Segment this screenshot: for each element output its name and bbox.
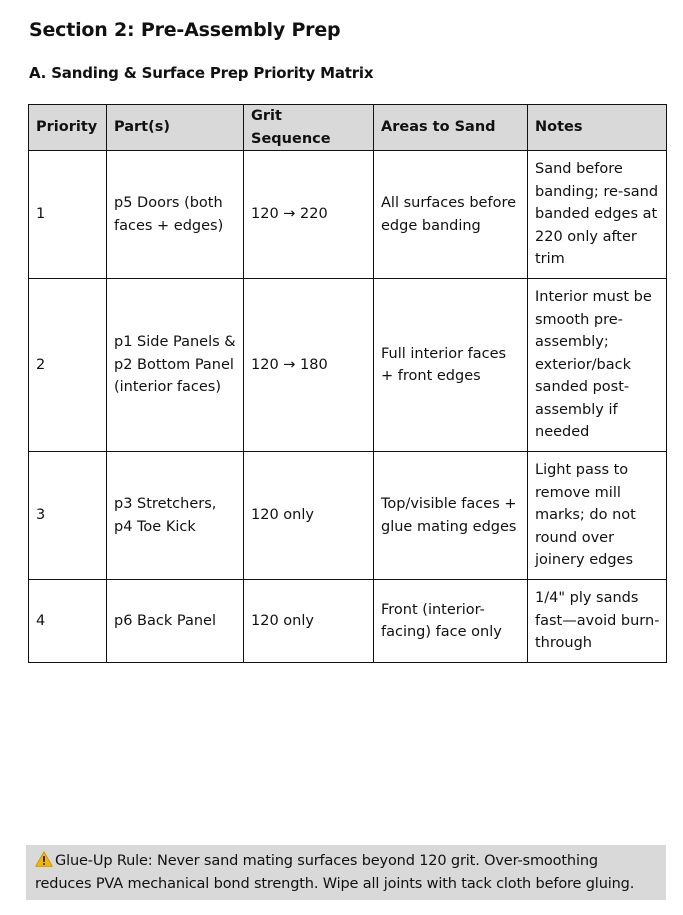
- cell-parts: p6 Back Panel: [107, 580, 244, 663]
- cell-notes: Light pass to remove mill marks; do not round over joinery edges: [528, 452, 667, 580]
- cell-grit-sequence: 120 only: [244, 452, 374, 580]
- cell-grit-sequence: 120 → 180: [244, 279, 374, 452]
- cell-areas-to-sand: Top/visible faces + glue mating edges: [374, 452, 528, 580]
- cell-parts: p1 Side Panels & p2 Bottom Panel (interior faces): [107, 279, 244, 452]
- header-grit-sequence: Grit Sequence: [244, 105, 374, 151]
- cell-priority: 3: [29, 452, 107, 580]
- cell-areas-to-sand: Front (interior-facing) face only: [374, 580, 528, 663]
- table-row: [29, 452, 667, 580]
- cell-priority: 1: [29, 151, 107, 279]
- cell-notes: Sand before banding; re-sand banded edges at 220 only after trim: [528, 151, 667, 279]
- cell-grit-sequence: 120 → 220: [244, 151, 374, 279]
- cell-priority: 4: [29, 580, 107, 663]
- header-notes: Notes: [528, 105, 667, 151]
- glue-up-rule-callout: [26, 845, 666, 900]
- cell-parts: p3 Stretchers, p4 Toe Kick: [107, 452, 244, 580]
- sanding-priority-table: [28, 104, 667, 663]
- cell-priority: 2: [29, 279, 107, 452]
- header-areas-to-sand: Areas to Sand: [374, 105, 528, 151]
- cell-parts: p5 Doors (both faces + edges): [107, 151, 244, 279]
- table-row: [29, 151, 667, 279]
- table-row: [29, 580, 667, 663]
- callout-text: Glue-Up Rule: Never sand mating surfaces beyond 120 grit. Over-smoothing reduces PVA mechanical bond strength. Wipe all joints with tack cloth before gluing.: [35, 853, 635, 892]
- warning-icon: [35, 851, 53, 867]
- section-title: Section 2: Pre-Assembly Prep: [29, 19, 341, 41]
- cell-areas-to-sand: Full interior faces + front edges: [374, 279, 528, 452]
- cell-notes: 1/4" ply sands fast—avoid burn-through: [528, 580, 667, 663]
- cell-grit-sequence: 120 only: [244, 580, 374, 663]
- table-header-row: [29, 105, 667, 151]
- header-parts: Part(s): [107, 105, 244, 151]
- subsection-title: A. Sanding & Surface Prep Priority Matrix: [29, 64, 374, 82]
- cell-notes: Interior must be smooth pre-assembly; exterior/back sanded post-assembly if needed: [528, 279, 667, 452]
- header-priority: Priority: [29, 105, 107, 151]
- table-row: [29, 279, 667, 452]
- cell-areas-to-sand: All surfaces before edge banding: [374, 151, 528, 279]
